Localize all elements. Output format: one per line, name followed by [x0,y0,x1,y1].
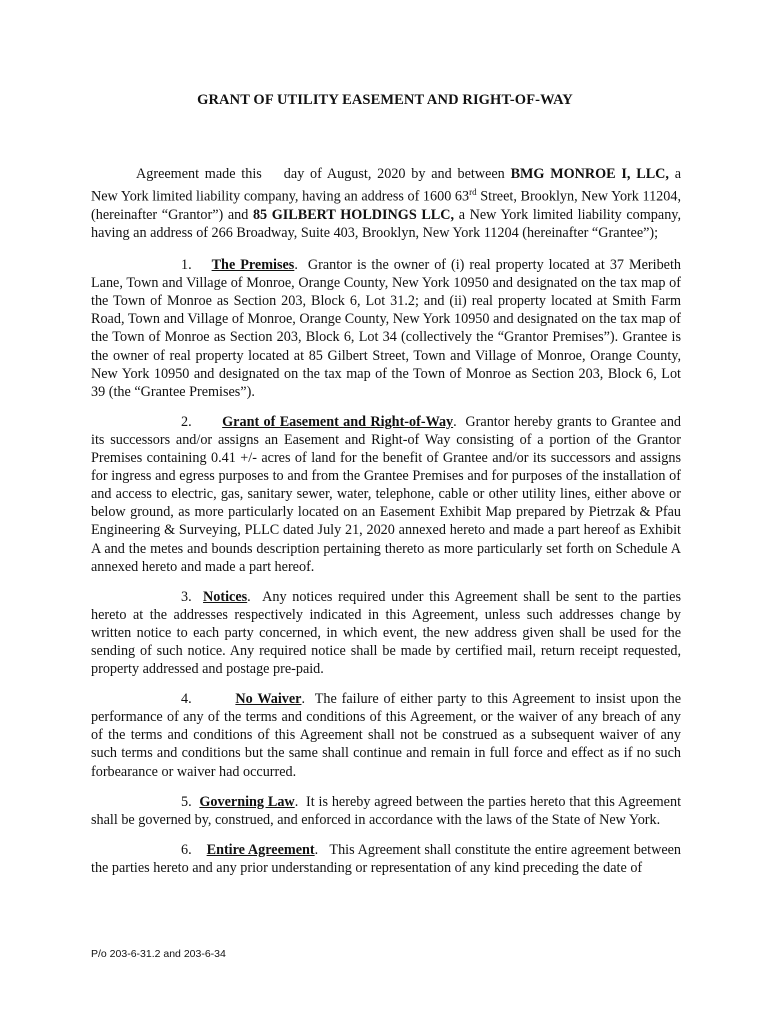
section-number: 1. [181,257,192,274]
section-number: 3. [181,588,192,605]
section-2: 2. Grant of Easement and Right-of-Way. Grantor hereby grants to Grantee and its successors and/or assigns an Easement and Right-of Way consisting of a portion of the Grantor Premises containing 0.41 +/- acres of land for the benefit of Grantee and/or its successors and assigns for ingress and egress purposes to and from the Grantee Premises and for purposes of the installation of and access to electric, gas, sanitary sewer, water, telephone, cable or other utility lines, either above or below ground, as more particularly located on an Easement Exhibit Map prepared by Pietrzak & Pfau Engineering & Surveying, PLLC dated July 21, 2020 annexed hereto and made a part hereof as Exhibit A and the metes and bounds description pertaining thereto as more particularly set forth on Schedule A annexed hereto and made a part hereof. [91,413,682,575]
intro-text-1: Agreement made this [136,166,262,182]
section-text: Grantor is the owner of (i) real property located at 37 Meribeth Lane, Town and Village of Monroe, Orange County, New York 10950 and designated on the tax map of the Town of Monroe as Section 203, Block 6, Lot 31.2; and (ii) real property located at Smith Farm Road, Town and Village of Monroe, Orange County, New York 10950 and designated on the tax map of the Town of Monroe as Section 203, Block 6, Lot 34 (collectively the “Grantor Premises”). Grantee is the owner of real property located at 85 Gilbert Street, Town and Village of Monroe, Orange County, New York 10950 and designated on the tax map of the Town of Monroe as Section 203, Block 6, Lot 39 (the “Grantee Premises”). [91,257,682,400]
section-number: 5. [181,793,192,810]
section-text: It is hereby agreed between the parties hereto that this Agreement shall be governed by, construed, and enforced in accordance with the laws of the State of New York. [91,793,682,828]
intro-paragraph [91,165,681,242]
section-text: Grantor hereby grants to Grantee and its successors and/or assigns an Easement and Right-of Way consisting of a portion of the Grantor Premises containing 0.41 +/- acres of land for the benefit of Grantee and/or its successors and assigns for ingress and egress purposes to and from the Grantee Premises and for purposes of the installation of and access to electric, gas, sanitary sewer, water, telephone, cable or other utility lines, either above or below ground, as more particularly located on an Easement Exhibit Map prepared by Pietrzak & Pfau Engineering & Surveying, PLLC dated July 21, 2020 annexed hereto and made a part hereof as Exhibit A and the metes and bounds description pertaining thereto as more particularly set forth on Schedule A annexed hereto and made a part hereof. [91,413,682,575]
section-heading: No Waiver [235,691,302,708]
section-heading: Governing Law [199,793,295,810]
ordinal-suffix: rd [469,187,477,198]
section-text: Any notices required under this Agreement shall be sent to the parties hereto at the addresses respectively indicated in this Agreement, unless such addresses change by written notice to each party concerned, in which event, the new address given shall be used for the sending of such notice. Any required notice shall be made by certified mail, return receipt requested, property addressed and postage pre-paid. [91,588,682,678]
grantee-name: 85 GILBERT HOLDINGS LLC, [252,206,455,223]
page-footer: P/o 203-6-31.2 and 203-6-34 [91,948,226,960]
document-title: GRANT OF UTILITY EASEMENT AND RIGHT-OF-WAY [197,92,573,108]
intro-text-2: day of August, 2020 by and between [283,166,505,182]
intro-text-3: a New York limited liability company, having an address of 1600 63 [91,166,682,205]
section-3: 3. Notices. Any notices required under this Agreement shall be sent to the parties hereto at the addresses respectively indicated in this Agreement, unless such addresses change by written notice to each party concerned, in which event, the new address given shall be used for the sending of such notice. Any required notice shall be made by certified mail, return receipt requested, property addressed and postage pre-paid. [91,588,682,678]
section-text: The failure of either party to this Agreement to insist upon the performance of any of the terms and conditions of this Agreement, or the waiver of any breach of any of the terms and conditions of this Agreement shall not be construed as a subsequent waiver of any such terms and conditions but the same shall continue and remain in full force and effect as if no such forbearance or waiver had occurred. [91,691,681,780]
section-heading: Entire Agreement [206,841,315,858]
section-5: 5. Governing Law. It is hereby agreed between the parties hereto that this Agreement shall be governed by, construed, and enforced in accordance with the laws of the State of New York. [91,793,682,828]
section-number: 4. [181,691,192,708]
section-heading: Notices [203,588,248,605]
section-4: 4. No Waiver. The failure of either party to this Agreement to insist upon the performance of any of the terms and conditions of this Agreement, or the waiver of any breach of any of the terms and conditions of this Agreement shall not be construed as a subsequent waiver of any such terms and conditions but the same shall continue and remain in full force and effect as if no such forbearance or waiver had occurred. [91,691,681,780]
document-body [91,165,681,889]
section-text: This Agreement shall constitute the entire agreement between the parties hereto and any prior understanding or representation of any kind preceding the date of [91,841,682,876]
section-heading: The Premises [211,257,295,274]
section-6: 6. Entire Agreement. This Agreement shall constitute the entire agreement between the parties hereto and any prior understanding or representation of any kind preceding the date of [91,841,682,876]
section-number: 2. [181,413,192,430]
section-number: 6. [181,841,192,858]
section-heading: Grant of Easement and Right-of-Way [222,413,454,430]
section-1: 1. The Premises. Grantor is the owner of (i) real property located at 37 Meribeth Lane, Town and Village of Monroe, Orange County, New York 10950 and designated on the tax map of the Town of Monroe as Section 203, Block 6, Lot 31.2; and (ii) real property located at Smith Farm Road, Town and Village of Monroe, Orange County, New York 10950 and designated on the tax map of the Town of Monroe as Section 203, Block 6, Lot 34 (collectively the “Grantor Premises”). Grantee is the owner of real property located at 85 Gilbert Street, Town and Village of Monroe, Orange County, New York 10950 and designated on the tax map of the Town of Monroe as Section 203, Block 6, Lot 39 (the “Grantee Premises”). [91,257,682,400]
intro-text-5: a New York limited liability company, having an address of 266 Broadway, Suite 403, Brooklyn, New York 11204 (hereinafter “Grantee”); [91,206,682,242]
intro-text-4: Street, Brooklyn, New York 11204, (hereinafter “Grantor”) and [91,188,681,223]
grantor-name: BMG MONROE I, LLC, [510,166,669,182]
